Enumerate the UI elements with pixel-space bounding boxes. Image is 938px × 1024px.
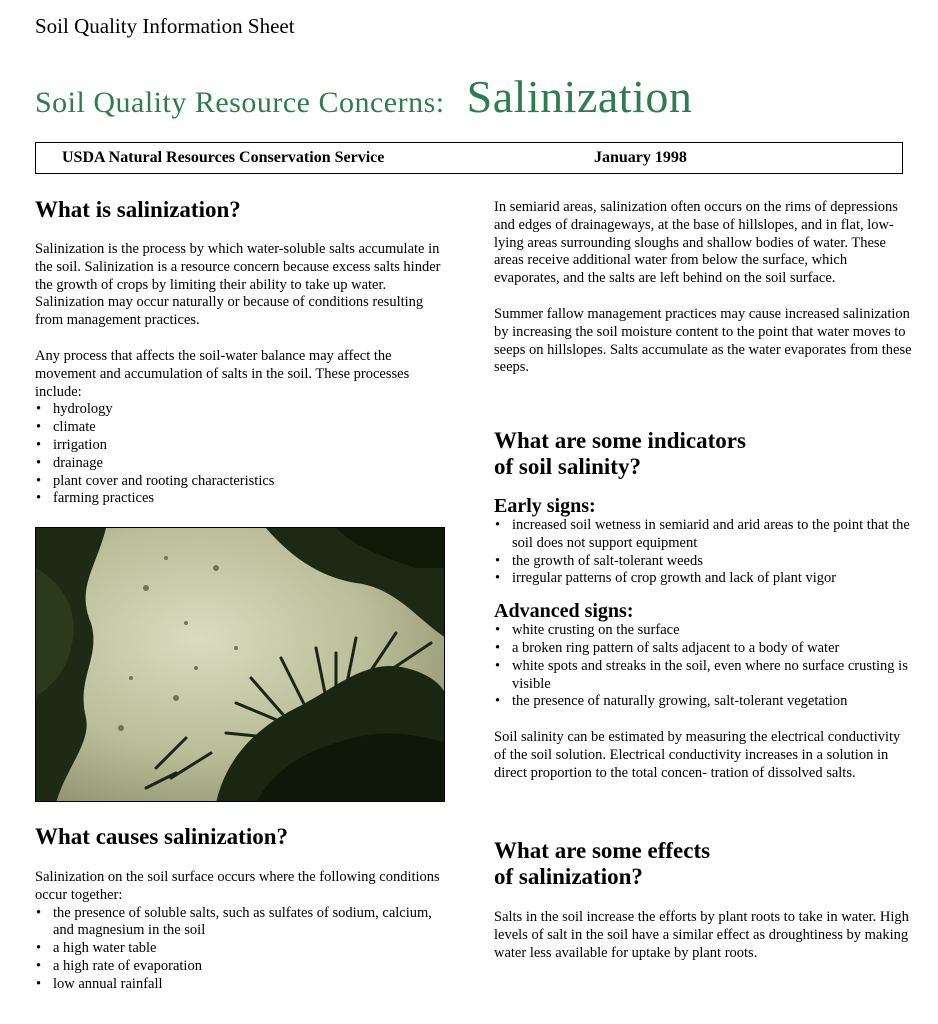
list-item: • irrigation bbox=[35, 437, 445, 455]
salt-crusted-soil-photo bbox=[35, 527, 445, 802]
title-main: Salinization bbox=[466, 71, 693, 122]
list-item: • hydrology bbox=[35, 401, 445, 419]
advanced-signs-list bbox=[494, 622, 912, 711]
list-item: • climate bbox=[35, 419, 445, 437]
early-signs-heading: Early signs: bbox=[494, 495, 596, 517]
processes-list bbox=[35, 401, 445, 508]
effects-heading-line-1: What are some effects bbox=[494, 838, 711, 863]
effects-paragraph: Salts in the soil increase the efforts by plant roots to take in water. High levels of salt in the soil have a similar effect as droughtiness by making water less available for uptake by plant roots. bbox=[494, 909, 909, 961]
list-item: • a broken ring pattern of salts adjacent to a body of water bbox=[494, 640, 912, 658]
indicators-heading bbox=[494, 428, 912, 480]
indicators-heading-line-2: of soil salinity? bbox=[494, 454, 641, 479]
advanced-signs-heading: Advanced signs: bbox=[494, 600, 634, 623]
list-item: • the presence of soluble salts, such as sulfates of sodium, calcium, and magnesium in the soil bbox=[35, 905, 445, 941]
semiarid-paragraph: In semiarid areas, salinization often occurs on the rims of depressions and edges of drainageways, at the base of hillslopes, and in flat, low-lying areas surrounding sloughs and shallow bodies of water. These areas receive additional water from below the surface, which evaporates, and the salts are left behind on the soil surface. bbox=[494, 199, 898, 287]
indicators-heading-line-1: What are some indicators bbox=[494, 428, 746, 453]
list-item: • irregular patterns of crop growth and lack of plant vigor bbox=[494, 570, 912, 588]
list-item: • white crusting on the surface bbox=[494, 622, 912, 640]
list-item: • white spots and streaks in the soil, even where no surface crusting is visible bbox=[494, 658, 912, 694]
what-causes-intro: Salinization on the soil surface occurs where the following conditions occur together: bbox=[35, 869, 440, 903]
what-is-paragraph-1: Salinization is the process by which water-soluble salts accumulate in the soil. Salinization is a resource concern because excess salts hinder the growth of crops by limiting their ability to take up water. Salinization may occur naturally or because of conditions resulting from management practices. bbox=[35, 241, 441, 329]
list-item: • plant cover and rooting characteristics bbox=[35, 473, 445, 491]
list-item: • a high water table bbox=[35, 940, 445, 958]
page-title bbox=[35, 70, 692, 123]
list-item: • a high rate of evaporation bbox=[35, 958, 445, 976]
sheet-label: Soil Quality Information Sheet bbox=[35, 14, 295, 38]
section-indicators bbox=[494, 428, 912, 783]
section-effects bbox=[494, 838, 912, 962]
section-what-causes bbox=[35, 824, 445, 994]
list-item: • the presence of naturally growing, salt-tolerant vegetation bbox=[494, 693, 912, 711]
what-causes-heading: What causes salinization? bbox=[35, 824, 289, 849]
date-label: January 1998 bbox=[594, 149, 687, 166]
list-item: • increased soil wetness in semiarid and arid areas to the point that the soil does not support equipment bbox=[494, 517, 912, 553]
measurement-paragraph: Soil salinity can be estimated by measuring the electrical conductivity of the soil solution. Electrical conductivity increases in a solution in direct proportion to the total concen- tration of dissolved salts. bbox=[494, 729, 901, 781]
list-item: • farming practices bbox=[35, 490, 445, 508]
effects-heading bbox=[494, 838, 912, 890]
what-is-heading: What is salinization? bbox=[35, 197, 241, 222]
list-item: • low annual rainfall bbox=[35, 976, 445, 994]
section-what-is bbox=[35, 197, 445, 508]
what-is-paragraph-2: Any process that affects the soil-water balance may affect the movement and accumulation of salts in the soil. These processes include: bbox=[35, 347, 410, 400]
soil-photo-illustration bbox=[36, 528, 445, 802]
title-prefix: Soil Quality Resource Concerns: bbox=[35, 86, 445, 119]
list-item: • drainage bbox=[35, 455, 445, 473]
list-item: • the growth of salt-tolerant weeds bbox=[494, 553, 912, 571]
effects-heading-line-2: of salinization? bbox=[494, 864, 643, 889]
early-signs-list bbox=[494, 517, 912, 588]
organization-label: USDA Natural Resources Conservation Service bbox=[62, 149, 385, 166]
conditions-list bbox=[35, 905, 445, 994]
section-right-intro bbox=[494, 199, 912, 377]
info-bar bbox=[35, 142, 903, 174]
summer-fallow-paragraph: Summer fallow management practices may cause increased salinization by increasing the soil moisture content to the point that water moves to seeps on hillslopes. Salts accumulate as the water evaporates from these seeps. bbox=[494, 305, 912, 376]
